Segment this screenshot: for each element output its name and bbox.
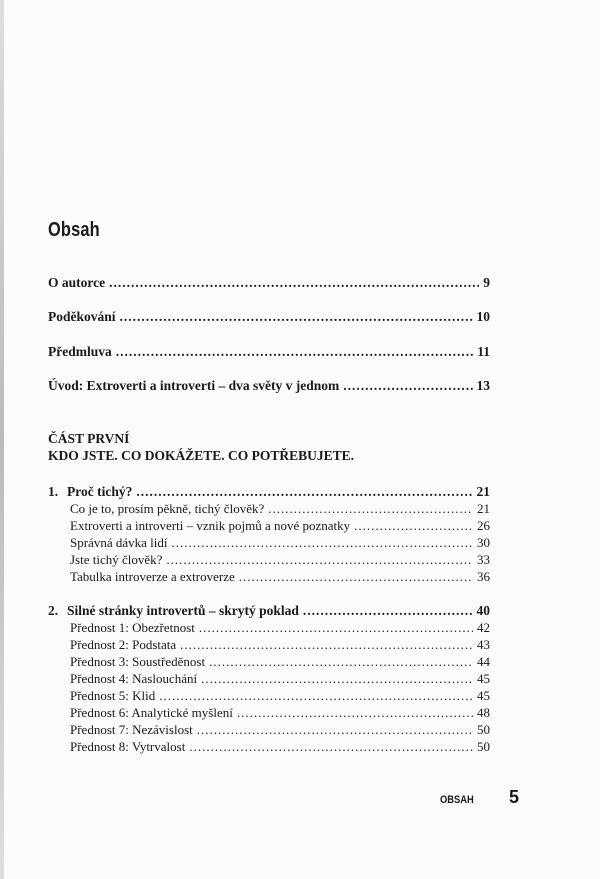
entry-label: Přednost 8: Vytrvalost <box>70 739 186 754</box>
toc-entry <box>48 308 490 325</box>
part-label: ČÁST PRVNÍ <box>48 431 130 446</box>
dot-leader <box>354 517 473 534</box>
toc-entry <box>70 687 490 704</box>
entry-label: Extroverti a introverti – vznik pojmů a nové poznatky <box>70 518 351 533</box>
entry-label: Jste tichý člověk? <box>70 552 163 567</box>
dot-leader <box>197 721 473 738</box>
entry-label: Přednost 2: Podstata <box>70 637 177 652</box>
toc-entry <box>70 619 490 636</box>
toc-entry <box>70 738 490 755</box>
entry-label: Předmluva <box>48 344 112 359</box>
entry-page: 9 <box>483 275 490 290</box>
footer-section: OBSAH <box>440 794 474 806</box>
dot-leader <box>120 308 473 325</box>
chapter-number: 2. <box>48 603 59 618</box>
entry-page: 10 <box>476 309 490 324</box>
part-subtitle: KDO JSTE. CO DOKÁŽETE. CO POTŘEBUJETE. <box>48 448 355 463</box>
page-number: 5 <box>509 787 520 807</box>
toc-entry <box>48 483 490 500</box>
dot-leader <box>343 377 472 394</box>
entry-page: 42 <box>477 620 490 635</box>
toc-entry <box>70 704 490 721</box>
entry-label: Přednost 3: Soustředěnost <box>70 654 206 669</box>
dot-leader <box>159 687 473 704</box>
dot-leader <box>171 534 473 551</box>
toc-entry <box>70 721 490 738</box>
chapter-number: 1. <box>48 484 59 499</box>
page-title: Obsah <box>48 219 100 241</box>
dot-leader <box>180 636 473 653</box>
entry-page: 45 <box>477 688 490 703</box>
toc-entry <box>70 500 490 517</box>
entry-label: Tabulka introverze a extroverze <box>70 569 235 584</box>
toc-entry <box>48 602 490 619</box>
dot-leader <box>303 602 473 619</box>
entry-label: Správná dávka lidí <box>70 535 168 550</box>
entry-page: 48 <box>477 705 490 720</box>
dot-leader <box>116 343 473 360</box>
entry-page: 33 <box>477 552 490 567</box>
entry-label: Co je to, prosím pěkně, tichý člověk? <box>70 501 265 516</box>
dot-leader <box>237 704 473 721</box>
entry-page: 40 <box>476 603 490 618</box>
entry-label: Úvod: Extroverti a introverti – dva světy v jednom <box>48 378 340 393</box>
dot-leader <box>189 738 473 755</box>
toc-entry <box>70 534 490 551</box>
toc-entry <box>48 377 490 394</box>
dot-leader <box>199 619 473 636</box>
toc-entry <box>48 343 490 360</box>
entry-page: 44 <box>477 654 490 669</box>
entry-page: 50 <box>477 722 490 737</box>
entry-label: Silné stránky introvertů – skrytý poklad <box>67 603 299 618</box>
entry-label: Poděkování <box>48 309 116 324</box>
dot-leader <box>109 274 479 291</box>
entry-label: Proč tichý? <box>67 484 133 499</box>
toc-entry <box>70 636 490 653</box>
entry-label: O autorce <box>48 275 106 290</box>
dot-leader <box>209 653 473 670</box>
entry-page: 45 <box>477 671 490 686</box>
entry-page: 21 <box>477 501 490 516</box>
toc-entry <box>70 670 490 687</box>
entry-label: Přednost 4: Naslouchání <box>70 671 198 686</box>
entry-page: 30 <box>477 535 490 550</box>
entry-page: 50 <box>477 739 490 754</box>
page-edge <box>0 0 4 879</box>
entry-label: Přednost 7: Nezávislost <box>70 722 193 737</box>
entry-page: 13 <box>476 378 490 393</box>
toc-entry <box>48 274 490 291</box>
dot-leader <box>239 568 473 585</box>
entry-page: 43 <box>477 637 490 652</box>
toc-entry <box>70 568 490 585</box>
dot-leader <box>201 670 473 687</box>
toc-entry <box>70 517 490 534</box>
dot-leader <box>136 483 472 500</box>
dot-leader <box>268 500 473 517</box>
toc-entry <box>70 551 490 568</box>
entry-page: 26 <box>477 518 490 533</box>
entry-page: 11 <box>477 344 490 359</box>
toc-entry <box>70 653 490 670</box>
entry-page: 36 <box>477 569 490 584</box>
entry-page: 21 <box>476 484 490 499</box>
entry-label: Přednost 5: Klid <box>70 688 156 703</box>
entry-label: Přednost 1: Obezřetnost <box>70 620 195 635</box>
entry-label: Přednost 6: Analytické myšlení <box>70 705 233 720</box>
dot-leader <box>166 551 473 568</box>
